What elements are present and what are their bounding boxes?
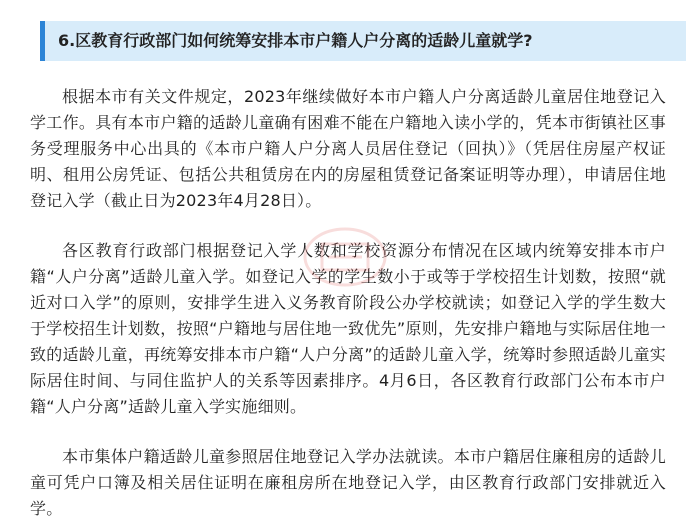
answer-content [30,84,666,522]
question-header [40,21,686,61]
answer-paragraph-1: 根据本市有关文件规定，2023年继续做好本市户籍人户分离适龄儿童居住地登记入学工作。具有本市户籍的适龄儿童确有困难不能在户籍地入读小学的，凭本市街镇社区事务受理服务中心出具的《本市户籍人户分离人员居住登记（回执）》（凭居住房屋产权证明、租用公房凭证、包括公共租赁房在内的房屋租赁登记备案证明等办理），申请居住地登记入学（截止日为2023年4月28日）。 [30,87,666,210]
question-title: 6.区教育行政部门如何统筹安排本市户籍人户分离的适龄儿童就学? [58,31,533,50]
answer-paragraph-2: 各区教育行政部门根据登记入学人数和学校资源分布情况在区域内统筹安排本市户籍“人户分离”适龄儿童入学。如登记入学的学生数小于或等于学校招生计划数，按照“就近对口入学”的原则，安排学生进入义务教育阶段公办学校就读；如登记入学的学生数大于学校招生计划数，按照“户籍地与居住地一致优先”原则，先安排户籍地与实际居住地一致的适龄儿童，再统筹安排本市户籍“人户分离”的适龄儿童入学，统筹时参照适龄儿童实际居住时间、与同住监护人的关系等因素排序。4月6日，各区教育行政部门公布本市户籍“人户分离”适龄儿童入学实施细则。 [30,241,666,416]
header-accent-bar [40,21,45,61]
answer-paragraph-3: 本市集体户籍适龄儿童参照居住地登记入学办法就读。本市户籍居住廉租房的适龄儿童可凭户口簿及相关居住证明在廉租房所在地登记入学，由区教育行政部门安排就近入学。 [30,447,666,518]
stamp-watermark-icon [300,222,390,292]
